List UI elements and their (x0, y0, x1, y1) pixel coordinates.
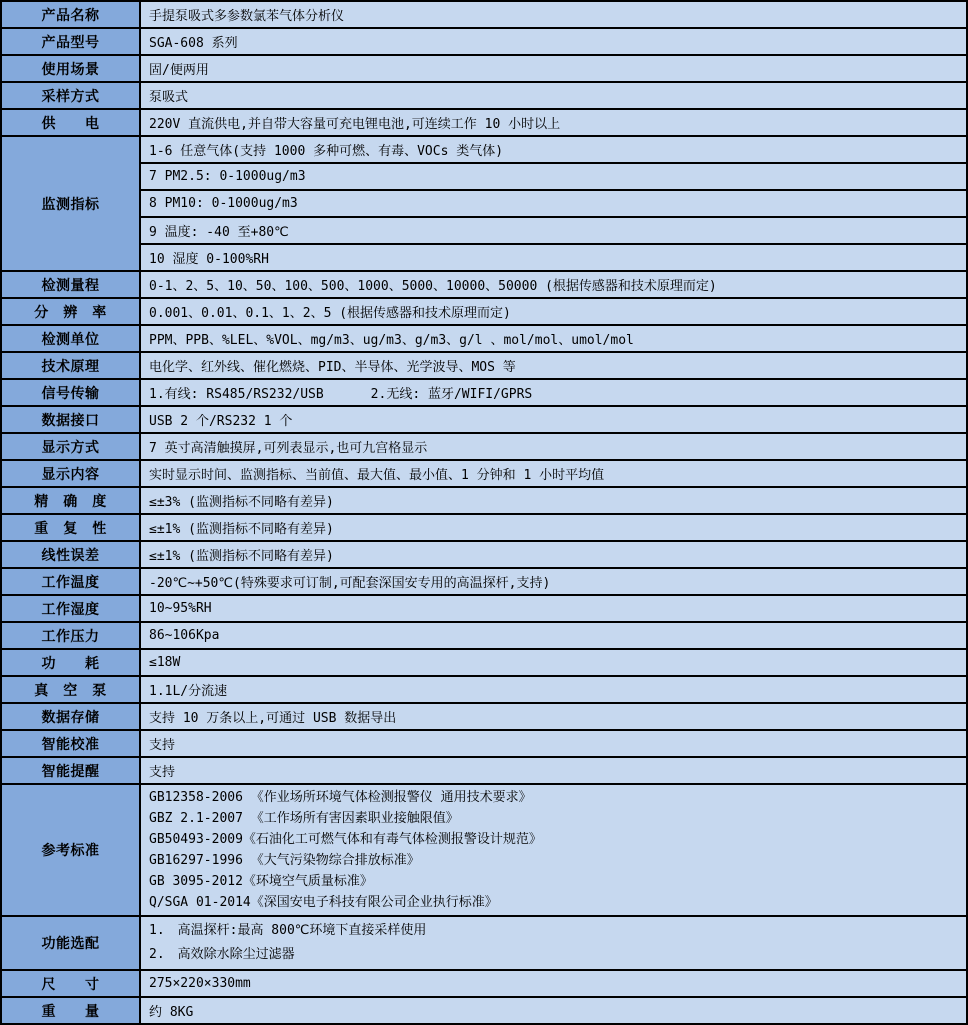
table-row (1, 970, 967, 997)
spec-value-cell: 电化学、红外线、催化燃烧、PID、半导体、光学波导、MOS 等 (140, 352, 967, 379)
spec-value-cell: 实时显示时间、监测指标、当前值、最大值、最小值、1 分钟和 1 小时平均值 (140, 460, 967, 487)
spec-value-line: 1. 高温探杆:最高 800℃环境下直接采样使用 (149, 923, 427, 938)
spec-value-cell: 86~106Kpa (140, 622, 967, 649)
spec-value-cell (140, 784, 967, 916)
spec-value-cell: 220V 直流供电,并自带大容量可充电锂电池,可连续工作 10 小时以上 (140, 109, 967, 136)
table-row (1, 217, 967, 244)
spec-value-cell: 手提泵吸式多参数氯苯气体分析仪 (140, 1, 967, 28)
spec-value-cell: 9 温度: -40 至+80℃ (140, 217, 967, 244)
spec-value-cell: 0.001、0.01、0.1、1、2、5 (根据传感器和技术原理而定) (140, 298, 967, 325)
spec-label-cell: 显示内容 (1, 460, 140, 487)
table-row (1, 406, 967, 433)
table-row (1, 352, 967, 379)
spec-label-cell: 线性误差 (1, 541, 140, 568)
spec-label-cell: 使用场景 (1, 55, 140, 82)
spec-value-cell: 支持 (140, 730, 967, 757)
table-row (1, 676, 967, 703)
spec-value-cell: 7 英寸高清触摸屏,可列表显示,也可九宫格显示 (140, 433, 967, 460)
spec-value-line: GB12358-2006 《作业场所环境气体检测报警仪 通用技术要求》 (149, 790, 532, 805)
table-row (1, 487, 967, 514)
spec-label-cell: 分 辨 率 (1, 298, 140, 325)
spec-table-body (1, 1, 967, 1024)
spec-value-line: GB50493-2009《石油化工可燃气体和有毒气体检测报警设计规范》 (149, 832, 542, 847)
spec-label-cell: 数据接口 (1, 406, 140, 433)
table-row (1, 568, 967, 595)
spec-value-line: GB 3095-2012《环境空气质量标准》 (149, 874, 373, 889)
spec-value-cell: 7 PM2.5: 0-1000ug/m3 (140, 163, 967, 190)
spec-label-cell: 产品型号 (1, 28, 140, 55)
table-row (1, 163, 967, 190)
spec-value-cell: -20℃~+50℃(特殊要求可订制,可配套深国安专用的高温探杆,支持) (140, 568, 967, 595)
spec-label-cell: 工作湿度 (1, 595, 140, 622)
spec-label-cell: 重 量 (1, 997, 140, 1024)
spec-label-cell: 采样方式 (1, 82, 140, 109)
table-row (1, 28, 967, 55)
table-row (1, 1, 967, 28)
spec-label-cell: 显示方式 (1, 433, 140, 460)
spec-value-cell: 10~95%RH (140, 595, 967, 622)
table-row (1, 730, 967, 757)
spec-value-cell: 1.有线: RS485/RS232/USB 2.无线: 蓝牙/WIFI/GPRS (140, 379, 967, 406)
spec-label-cell: 信号传输 (1, 379, 140, 406)
spec-label-cell: 供 电 (1, 109, 140, 136)
spec-value-line: GB16297-1996 《大气污染物综合排放标准》 (149, 853, 420, 868)
table-row (1, 997, 967, 1024)
spec-label-cell: 智能提醒 (1, 757, 140, 784)
spec-label-cell: 参考标准 (1, 784, 140, 916)
table-row (1, 109, 967, 136)
table-row (1, 136, 967, 163)
spec-value-cell: SGA-608 系列 (140, 28, 967, 55)
spec-label-cell: 尺 寸 (1, 970, 140, 997)
table-row (1, 298, 967, 325)
spec-value-cell: 8 PM10: 0-1000ug/m3 (140, 190, 967, 217)
spec-label-cell: 监测指标 (1, 136, 140, 271)
table-row (1, 190, 967, 217)
spec-value-cell: ≤±1% (监测指标不同略有差异) (140, 541, 967, 568)
table-row (1, 541, 967, 568)
spec-value-cell: 1.1L/分流速 (140, 676, 967, 703)
table-row (1, 82, 967, 109)
spec-label-cell: 工作压力 (1, 622, 140, 649)
table-row (1, 784, 967, 916)
spec-value-cell: USB 2 个/RS232 1 个 (140, 406, 967, 433)
table-row (1, 271, 967, 298)
table-row (1, 703, 967, 730)
table-row (1, 433, 967, 460)
table-row (1, 595, 967, 622)
table-row (1, 514, 967, 541)
spec-label-cell: 精 确 度 (1, 487, 140, 514)
spec-value-cell: 0-1、2、5、10、50、100、500、1000、5000、10000、50000 (根据传感器和技术原理而定) (140, 271, 967, 298)
spec-value-cell: 固/便两用 (140, 55, 967, 82)
spec-value-cell: 1-6 任意气体(支持 1000 多种可燃、有毒、VOCs 类气体) (140, 136, 967, 163)
table-row (1, 379, 967, 406)
spec-label-cell: 重 复 性 (1, 514, 140, 541)
spec-value-line: GBZ 2.1-2007 《工作场所有害因素职业接触限值》 (149, 811, 459, 826)
spec-label-cell: 功能选配 (1, 916, 140, 970)
spec-label-cell: 产品名称 (1, 1, 140, 28)
spec-value-line: 2. 高效除水除尘过滤器 (149, 947, 295, 962)
spec-label-cell: 技术原理 (1, 352, 140, 379)
table-row (1, 649, 967, 676)
spec-value-cell: ≤±3% (监测指标不同略有差异) (140, 487, 967, 514)
spec-label-cell: 数据存储 (1, 703, 140, 730)
spec-value-cell: 支持 10 万条以上,可通过 USB 数据导出 (140, 703, 967, 730)
spec-value-cell (140, 916, 967, 970)
table-row (1, 244, 967, 271)
table-row (1, 757, 967, 784)
spec-label-cell: 工作温度 (1, 568, 140, 595)
table-row (1, 55, 967, 82)
table-row (1, 916, 967, 970)
table-row (1, 325, 967, 352)
spec-value-cell: 10 湿度 0-100%RH (140, 244, 967, 271)
spec-label-cell: 功 耗 (1, 649, 140, 676)
table-row (1, 460, 967, 487)
spec-value-cell: 泵吸式 (140, 82, 967, 109)
spec-label-cell: 检测量程 (1, 271, 140, 298)
spec-value-cell: PPM、PPB、%LEL、%VOL、mg/m3、ug/m3、g/m3、g/l 、mol/mol、umol/mol (140, 325, 967, 352)
spec-value-cell: ≤18W (140, 649, 967, 676)
spec-value-cell: 支持 (140, 757, 967, 784)
spec-label-cell: 检测单位 (1, 325, 140, 352)
spec-label-cell: 真 空 泵 (1, 676, 140, 703)
spec-value-cell: 约 8KG (140, 997, 967, 1024)
table-row (1, 622, 967, 649)
spec-value-cell: ≤±1% (监测指标不同略有差异) (140, 514, 967, 541)
spec-value-cell: 275×220×330mm (140, 970, 967, 997)
spec-label-cell: 智能校准 (1, 730, 140, 757)
spec-value-line: Q/SGA 01-2014《深国安电子科技有限公司企业执行标准》 (149, 895, 498, 910)
